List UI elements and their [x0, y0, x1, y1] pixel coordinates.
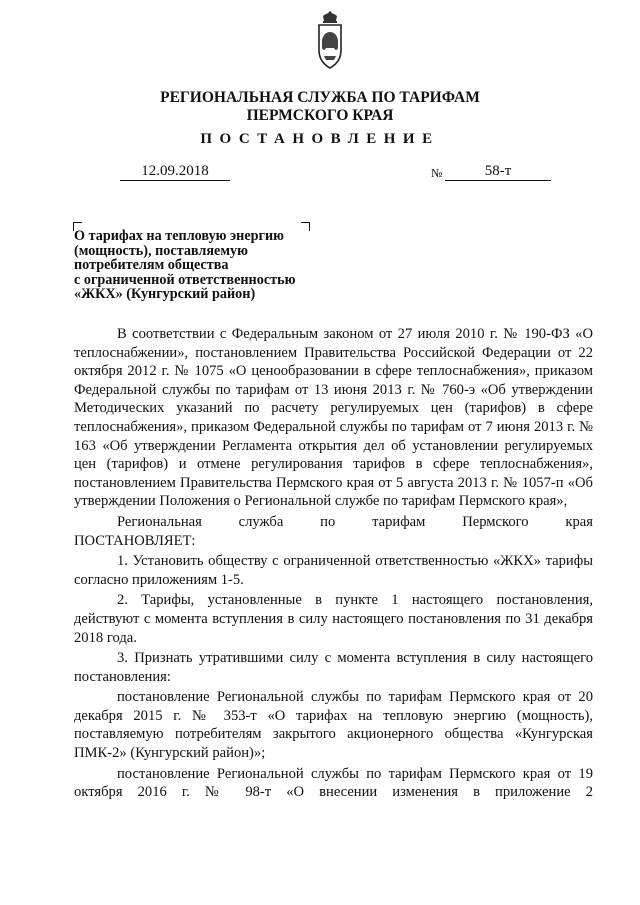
- org-name-line1: РЕГИОНАЛЬНАЯ СЛУЖБА ПО ТАРИФАМ: [160, 89, 480, 106]
- org-name-line2: ПЕРМСКОГО КРАЯ: [246, 107, 394, 124]
- coat-of-arms-icon: [310, 10, 350, 72]
- document-number: 58-т: [445, 163, 551, 181]
- number-label: №: [431, 166, 443, 180]
- paragraph-item-2: 2. Тарифы, установленные в пункте 1 настоящего постановления, действуют с момента вступления в силу настоящего постановления по 31 декабря 2018 года.: [74, 592, 593, 646]
- paragraph-resolves: ПОСТАНОВЛЯЕТ:: [74, 532, 196, 549]
- paragraph-service-name: Региональная служба по тарифам Пермского края: [117, 513, 593, 530]
- subject-block: [74, 229, 319, 302]
- paragraph-repealed-1: постановление Региональной службы по тарифам Пермского края от 20 декабря 2015 г. № 353-т «О тарифах на тепловую энергию (мощность), поставляемую потребителям закрытого акционерного общества «Кунгурская ПМК-2» (Кунгурский район)»;: [74, 689, 593, 762]
- paragraph-repealed-2: постановление Региональной службы по тарифам Пермского края от 19 октября 2016 г. № 98-т «О внесении изменения в приложение 2: [74, 765, 593, 801]
- subject-line: с ограниченной ответственностью: [74, 271, 296, 288]
- paragraph-item-1: 1. Установить обществу с ограниченной ответственностью «ЖКХ» тарифы согласно приложениям 1-5.: [74, 553, 593, 588]
- subject-line: потребителям общества: [74, 257, 229, 274]
- document-body: [74, 325, 593, 802]
- subject-line: О тарифах на тепловую энергию: [74, 228, 284, 244]
- paragraph-preamble: В соответствии с Федеральным законом от 27 июля 2010 г. № 190-ФЗ «О теплоснабжении», постановлением Правительства Российской Федерации от 22 октября 2012 г. № 1075 «О ценообразовании в сфере теплоснабжения», приказом Федеральной службы по тарифам от 13 июня 2013 г. № 760-э «Об утверждении Методических указаний по расчету регулируемых цен (тарифов) в сфере теплоснабжения», приказом Федеральной службы по тарифам от 7 июня 2013 г. № 163 «Об утверждении Регламента открытия дел об установлении регулируемых цен (тарифов) и отмене регулирования тарифов в сфере теплоснабжения», постановлением Правительства Пермского края от 5 августа 2013 г. № 1057-п «Об утверждении Положения о Региональной службе по тарифам Пермского края»,: [74, 326, 593, 510]
- subject-line: (мощность), поставляемую: [74, 242, 248, 259]
- subject-line: «ЖКХ» (Кунгурский район): [74, 286, 256, 303]
- paragraph-item-3: 3. Признать утратившими силу с момента вступления в силу настоящего постановления:: [74, 650, 593, 685]
- document-type: ПОСТАНОВЛЕНИЕ: [200, 131, 440, 147]
- document-date: 12.09.2018: [120, 163, 230, 181]
